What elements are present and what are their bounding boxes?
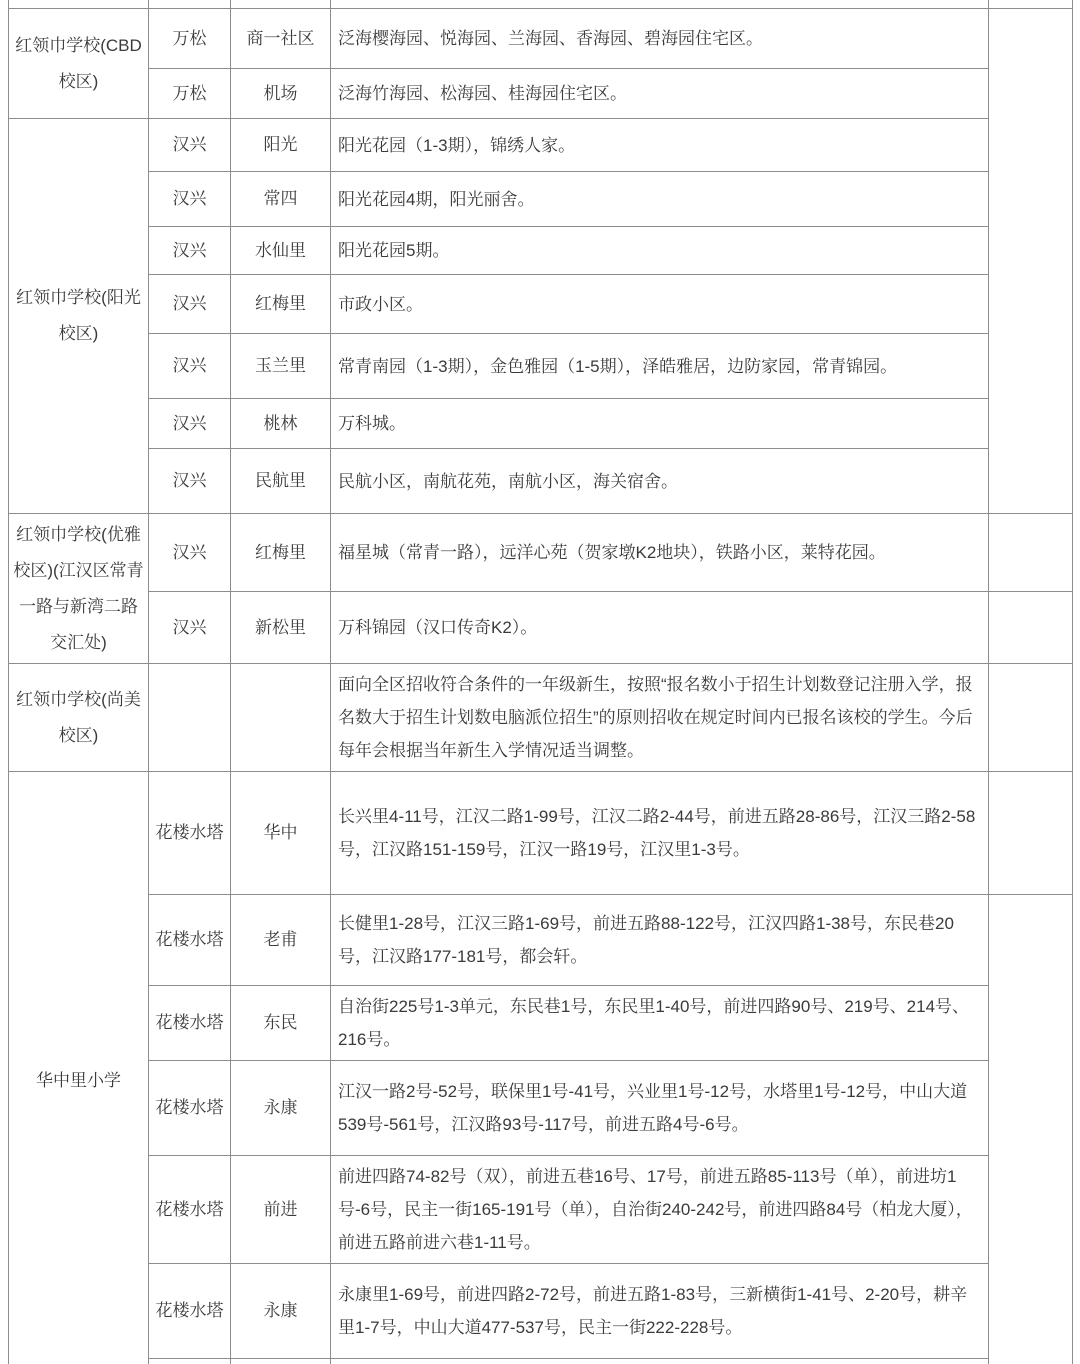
note-cell — [989, 772, 1073, 895]
street-cell — [149, 0, 231, 9]
street-cell: 万松 — [149, 9, 231, 69]
street-cell: 汉兴 — [149, 119, 231, 172]
school-cell: 红领巾学校(优雅校区)(江汉区常青一路与新湾二路交汇处) — [9, 514, 149, 664]
street-cell: 汉兴 — [149, 334, 231, 399]
note-cell — [989, 895, 1073, 1364]
community-cell: 红梅里 — [231, 514, 331, 592]
note-cell — [989, 514, 1073, 592]
table-row — [9, 1359, 1073, 1364]
address-cell: 泛海竹海园、松海园、桂海园住宅区。 — [331, 69, 989, 119]
community-cell: 阳光 — [231, 119, 331, 172]
table-row — [9, 986, 1073, 1061]
community-cell: 玉兰里 — [231, 334, 331, 399]
address-cell: 长兴里4-11号，江汉二路1-99号，江汉二路2-44号，前进五路28-86号，江汉三路2-58号，江汉路151-159号，江汉一路19号，江汉里1-3号。 — [331, 772, 989, 895]
table-row — [9, 1061, 1073, 1156]
community-cell: 常四 — [231, 172, 331, 227]
street-cell: 花楼水塔 — [149, 1156, 231, 1264]
address-cell: 江汉一路2号-52号，联保里1号-41号，兴业里1号-12号，水塔里1号-12号，中山大道539号-561号，江汉路93号-117号，前进五路4号-6号。 — [331, 1061, 989, 1156]
school-cell — [9, 0, 149, 9]
street-cell: 汉兴 — [149, 275, 231, 334]
street-cell: 花楼水塔 — [149, 986, 231, 1061]
address-cell: 福星城（常青一路），远洋心苑（贺家墩K2地块），铁路小区，莱特花园。 — [331, 514, 989, 592]
community-cell: 前进 — [231, 1156, 331, 1264]
table-row — [9, 399, 1073, 449]
community-cell: 商一社区 — [231, 9, 331, 69]
street-cell: 花楼水塔 — [149, 772, 231, 895]
table-row — [9, 9, 1073, 69]
street-cell: 花楼水塔 — [149, 1061, 231, 1156]
street-cell: 汉兴 — [149, 399, 231, 449]
table-row — [9, 227, 1073, 275]
note-cell — [989, 592, 1073, 664]
community-cell: 老甫 — [231, 895, 331, 986]
address-cell — [331, 0, 989, 9]
community-cell — [231, 1359, 331, 1364]
table-row — [9, 514, 1073, 592]
table-row — [9, 664, 1073, 772]
admission-table — [8, 0, 1073, 1364]
community-cell: 东民 — [231, 986, 331, 1061]
table-row — [9, 69, 1073, 119]
community-cell: 永康 — [231, 1061, 331, 1156]
community-cell: 水仙里 — [231, 227, 331, 275]
table-row — [9, 1156, 1073, 1264]
note-cell — [989, 664, 1073, 772]
street-cell — [149, 1359, 231, 1364]
address-cell: 民航小区，南航花苑，南航小区，海关宿舍。 — [331, 449, 989, 514]
address-cell: 阳光花园（1-3期），锦绣人家。 — [331, 119, 989, 172]
community-cell: 红梅里 — [231, 275, 331, 334]
address-cell: 长健里1-28号，江汉三路1-69号，前进五路88-122号，江汉四路1-38号，东民巷20号，江汉路177-181号，都会轩。 — [331, 895, 989, 986]
community-cell — [231, 0, 331, 9]
address-cell: 面向全区招收符合条件的一年级新生，按照“报名数小于招生计划数登记注册入学，报名数大于招生计划数电脑派位招生”的原则招收在规定时间内已报名该校的学生。今后每年会根据当年新生入学情况适当调整。 — [331, 664, 989, 772]
address-cell: 泛海樱海园、悦海园、兰海园、香海园、碧海园住宅区。 — [331, 9, 989, 69]
street-cell: 汉兴 — [149, 592, 231, 664]
school-cell: 红领巾学校(CBD校区) — [9, 9, 149, 119]
community-cell: 华中 — [231, 772, 331, 895]
address-cell: 万科城。 — [331, 399, 989, 449]
address-cell: 阳光花园4期，阳光丽舍。 — [331, 172, 989, 227]
community-cell: 桃林 — [231, 399, 331, 449]
street-cell: 汉兴 — [149, 172, 231, 227]
community-cell: 机场 — [231, 69, 331, 119]
table-row — [9, 772, 1073, 895]
school-cell: 红领巾学校(阳光校区) — [9, 119, 149, 514]
street-cell: 花楼水塔 — [149, 895, 231, 986]
address-cell: 万科锦园（汉口传奇K2）。 — [331, 592, 989, 664]
school-cell: 红领巾学校(尚美校区) — [9, 664, 149, 772]
address-cell: 常青南园（1-3期），金色雅园（1-5期），泽皓雅居，边防家园，常青锦园。 — [331, 334, 989, 399]
address-cell: 阳光花园5期。 — [331, 227, 989, 275]
note-cell — [989, 0, 1073, 9]
table-row — [9, 334, 1073, 399]
school-cell: 华中里小学 — [9, 772, 149, 1364]
admission-table-body — [9, 0, 1073, 1364]
table-row — [9, 895, 1073, 986]
table-row — [9, 275, 1073, 334]
table-row — [9, 172, 1073, 227]
street-cell: 汉兴 — [149, 227, 231, 275]
street-cell: 万松 — [149, 69, 231, 119]
street-cell: 汉兴 — [149, 449, 231, 514]
street-cell — [149, 664, 231, 772]
table-row — [9, 449, 1073, 514]
table-row — [9, 592, 1073, 664]
address-cell: 自治街225号1-3单元，东民巷1号，东民里1-40号，前进四路90号、219号、214号、216号。 — [331, 986, 989, 1061]
community-cell — [231, 664, 331, 772]
address-cell: 前进四路74-82号（双），前进五巷16号、17号，前进五路85-113号（单），前进坊1号-6号，民主一街165-191号（单），自治街240-242号，前进四路84号（柏龙大厦），前进五路前进六巷1-11号。 — [331, 1156, 989, 1264]
table-row — [9, 0, 1073, 9]
note-cell — [989, 9, 1073, 514]
community-cell: 新松里 — [231, 592, 331, 664]
table-row — [9, 119, 1073, 172]
street-cell: 汉兴 — [149, 514, 231, 592]
community-cell: 永康 — [231, 1264, 331, 1359]
community-cell: 民航里 — [231, 449, 331, 514]
address-cell: 永康里1-69号，前进四路2-72号，前进五路1-83号，三新横街1-41号、2-20号，耕辛里1-7号，中山大道477-537号，民主一街222-228号。 — [331, 1264, 989, 1359]
address-cell: 市政小区。 — [331, 275, 989, 334]
address-cell — [331, 1359, 989, 1364]
table-row — [9, 1264, 1073, 1359]
street-cell: 花楼水塔 — [149, 1264, 231, 1359]
